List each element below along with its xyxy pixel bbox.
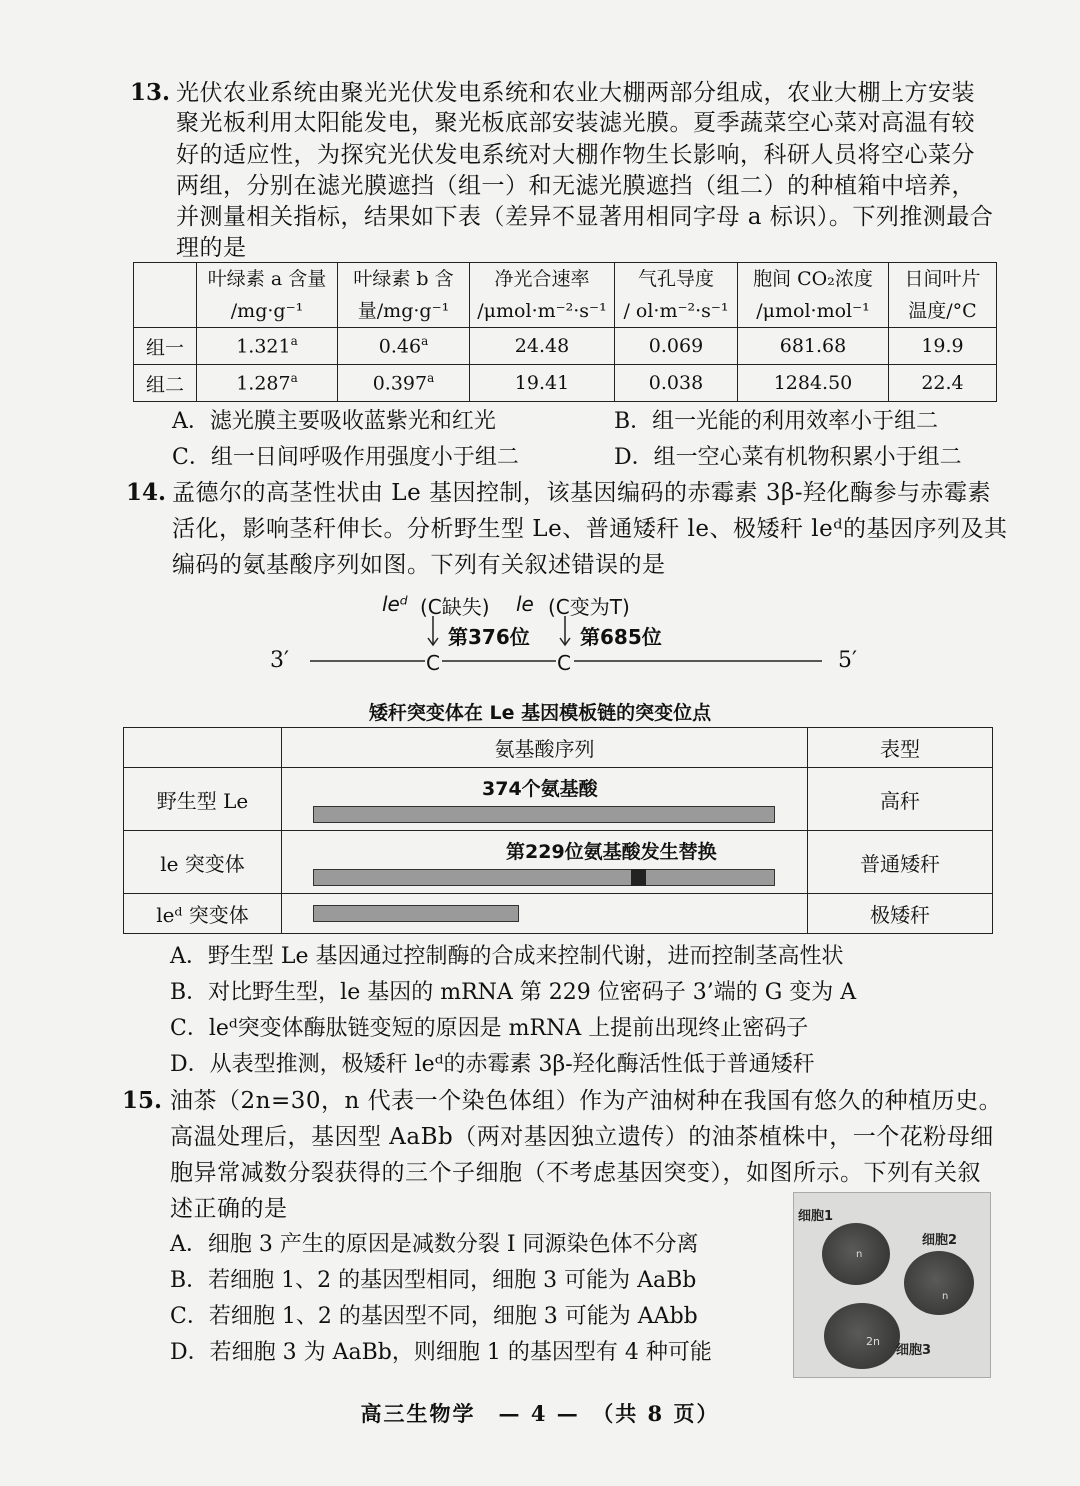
cell-temp: 22.4	[889, 365, 997, 402]
header-amino-acid-sequence: 氨基酸序列	[282, 728, 808, 768]
q13-data-table	[133, 262, 997, 402]
question-14-line: 孟德尔的高茎性状由 Le 基因控制，该基因编码的赤霉素 3β-羟化酶参与赤霉素	[172, 480, 992, 506]
question-14-number: 14.	[126, 479, 167, 506]
header-pn: 净光合速率	[470, 263, 615, 296]
question-15-number: 15.	[122, 1087, 163, 1114]
sequence-cell	[282, 894, 808, 934]
cell-1-label: 细胞1	[798, 1209, 834, 1224]
question-15-line: 述正确的是	[170, 1196, 288, 1222]
q15-option-d: D．若细胞 3 为 AaBb，则细胞 1 的基因型有 4 种可能	[170, 1340, 712, 1365]
header-ci: 胞间 CO₂浓度	[738, 263, 889, 296]
page-footer: 高三生物学 — 4 — （共 8 页）	[360, 1401, 720, 1426]
table-row	[124, 768, 993, 831]
row-label: 组一	[134, 328, 197, 365]
substitution-marker	[631, 869, 646, 886]
question-13-line: 并测量相关指标，结果如下表（差异不显著用相同字母 a 标识）。下列推测最合	[176, 204, 994, 230]
led-label: leᵈ	[382, 592, 408, 616]
cell-ci: 1284.50	[738, 365, 889, 402]
header-chlb: 叶绿素 b 含	[338, 263, 470, 296]
cell-gs: 0.069	[615, 328, 738, 365]
q13-option-c: C．组一日间呼吸作用强度小于组二	[172, 445, 519, 470]
phenotype-cell: 普通矮秆	[808, 831, 993, 894]
header-temp: 日间叶片	[889, 263, 997, 296]
q15-option-b: B．若细胞 1、2 的基因型相同，细胞 3 可能为 AaBb	[170, 1268, 697, 1293]
header-pn-unit: /μmol·m⁻²·s⁻¹	[470, 295, 615, 328]
q14-option-c: C．leᵈ突变体酶肽链变短的原因是 mRNA 上提前出现终止密码子	[170, 1016, 809, 1041]
cell-1-ploidy: n	[856, 1249, 863, 1260]
cell-chlb: 0.46$^a$	[338, 328, 470, 365]
sequence-cell	[282, 768, 808, 831]
strand-5-prime-end: 5′	[838, 648, 857, 673]
phenotype-cell: 极矮秆	[808, 894, 993, 934]
led-note: (C缺失)	[420, 595, 490, 619]
question-13-number: 13.	[130, 79, 171, 106]
table-row	[124, 831, 993, 894]
cell-2	[904, 1251, 974, 1315]
q13-option-a: A．滤光膜主要吸收蓝紫光和红光	[172, 409, 496, 434]
bar-label: 374个氨基酸	[482, 778, 598, 800]
row-name: leᵈ 突变体	[124, 894, 282, 934]
cell-2-ploidy: n	[942, 1291, 949, 1302]
cell-chla: 1.287$^a$	[197, 365, 338, 402]
question-14-line: 编码的氨基酸序列如图。下列有关叙述错误的是	[172, 552, 666, 578]
le-note: (C变为T)	[548, 595, 630, 619]
q15-option-c: C．若细胞 1、2 的基因型不同，细胞 3 可能为 AAbb	[170, 1304, 698, 1329]
template-strand-diagram	[260, 588, 840, 668]
row-name: 野生型 Le	[124, 768, 282, 831]
header-gs-unit: / ol·m⁻²·s⁻¹	[615, 295, 738, 328]
position-376-label: 第376位	[448, 625, 530, 649]
header-ci-unit: /μmol·mol⁻¹	[738, 295, 889, 328]
pollen-cells-micrograph	[793, 1192, 991, 1378]
cell-gs: 0.038	[615, 365, 738, 402]
mutation-diagram-caption: 矮秆突变体在 Le 基因模板链的突变位点	[368, 702, 712, 724]
q14-option-d: D．从表型推测，极矮秆 leᵈ的赤霉素 3β-羟化酶活性低于普通矮秆	[170, 1052, 815, 1077]
q13-option-b: B．组一光能的利用效率小于组二	[614, 409, 939, 434]
question-13-line: 聚光板利用太阳能发电，聚光板底部安装滤光膜。夏季蔬菜空心菜对高温有较	[176, 110, 975, 136]
question-15-line: 油茶（2n=30，n 代表一个染色体组）作为产油树种在我国有悠久的种植历史。	[170, 1088, 1003, 1114]
question-14-line: 活化，影响茎秆伸长。分析野生型 Le、普通矮秆 le、极矮秆 leᵈ的基因序列及其	[172, 516, 1008, 542]
table-row	[134, 365, 997, 402]
header-chla-unit: /mg·g⁻¹	[197, 295, 338, 328]
table-row	[124, 894, 993, 934]
cell-2-label: 细胞2	[922, 1233, 958, 1248]
header-phenotype: 表型	[808, 728, 993, 768]
header-chla: 叶绿素 a 含量	[197, 263, 338, 296]
cell-pn: 19.41	[470, 365, 615, 402]
question-15-line: 胞异常减数分裂获得的三个子细胞（不考虑基因突变），如图所示。下列有关叙	[170, 1160, 981, 1186]
base-c-376: C	[426, 651, 440, 675]
header-gs: 气孔导度	[615, 263, 738, 296]
cell-3	[824, 1303, 900, 1369]
question-13-line: 两组，分别在滤光膜遮挡（组一）和无滤光膜遮挡（组二）的种植箱中培养，	[176, 173, 975, 199]
cell-3-ploidy: 2n	[866, 1335, 880, 1348]
q15-option-a: A．细胞 3 产生的原因是减数分裂 I 同源染色体不分离	[170, 1232, 699, 1257]
question-13-line: 理的是	[176, 235, 247, 261]
cell-chla: 1.321$^a$	[197, 328, 338, 365]
wild-type-protein-bar	[313, 806, 775, 823]
question-15-line: 高温处理后，基因型 AaBb（两对基因独立遗传）的油茶植株中，一个花粉母细	[170, 1124, 994, 1150]
table-corner-cell	[134, 263, 197, 328]
base-c-685: C	[557, 651, 571, 675]
row-name: le 突变体	[124, 831, 282, 894]
cell-chlb: 0.397$^a$	[338, 365, 470, 402]
q14-sequence-table	[123, 727, 993, 934]
le-label: le	[516, 592, 534, 616]
cell-pn: 24.48	[470, 328, 615, 365]
header-chlb-unit: 量/mg·g⁻¹	[338, 295, 470, 328]
cell-ci: 681.68	[738, 328, 889, 365]
phenotype-cell: 高秆	[808, 768, 993, 831]
row-label: 组二	[134, 365, 197, 402]
sequence-cell	[282, 831, 808, 894]
cell-temp: 19.9	[889, 328, 997, 365]
q13-option-d: D．组一空心菜有机物积累小于组二	[614, 445, 962, 470]
table-row	[134, 328, 997, 365]
position-685-label: 第685位	[580, 625, 662, 649]
arrow-685-icon	[560, 616, 570, 645]
bar-label: 第229位氨基酸发生替换	[506, 841, 717, 863]
question-13-line: 光伏农业系统由聚光光伏发电系统和农业大棚两部分组成，农业大棚上方安装	[176, 80, 975, 106]
q14-option-a: A．野生型 Le 基因通过控制酶的合成来控制代谢，进而控制茎高性状	[170, 944, 844, 969]
le-mutant-protein-bar	[313, 869, 775, 886]
strand-3-prime-end: 3′	[270, 648, 289, 673]
led-mutant-protein-bar	[313, 905, 519, 922]
arrow-376-icon	[428, 616, 438, 645]
table-corner-cell	[124, 728, 282, 768]
q14-option-b: B．对比野生型，le 基因的 mRNA 第 229 位密码子 3’端的 G 变为 A	[170, 980, 857, 1005]
question-13-line: 好的适应性，为探究光伏发电系统对大棚作物生长影响，科研人员将空心菜分	[176, 142, 975, 168]
header-temp-unit: 温度/°C	[889, 295, 997, 328]
cell-3-label: 细胞3	[896, 1343, 932, 1358]
